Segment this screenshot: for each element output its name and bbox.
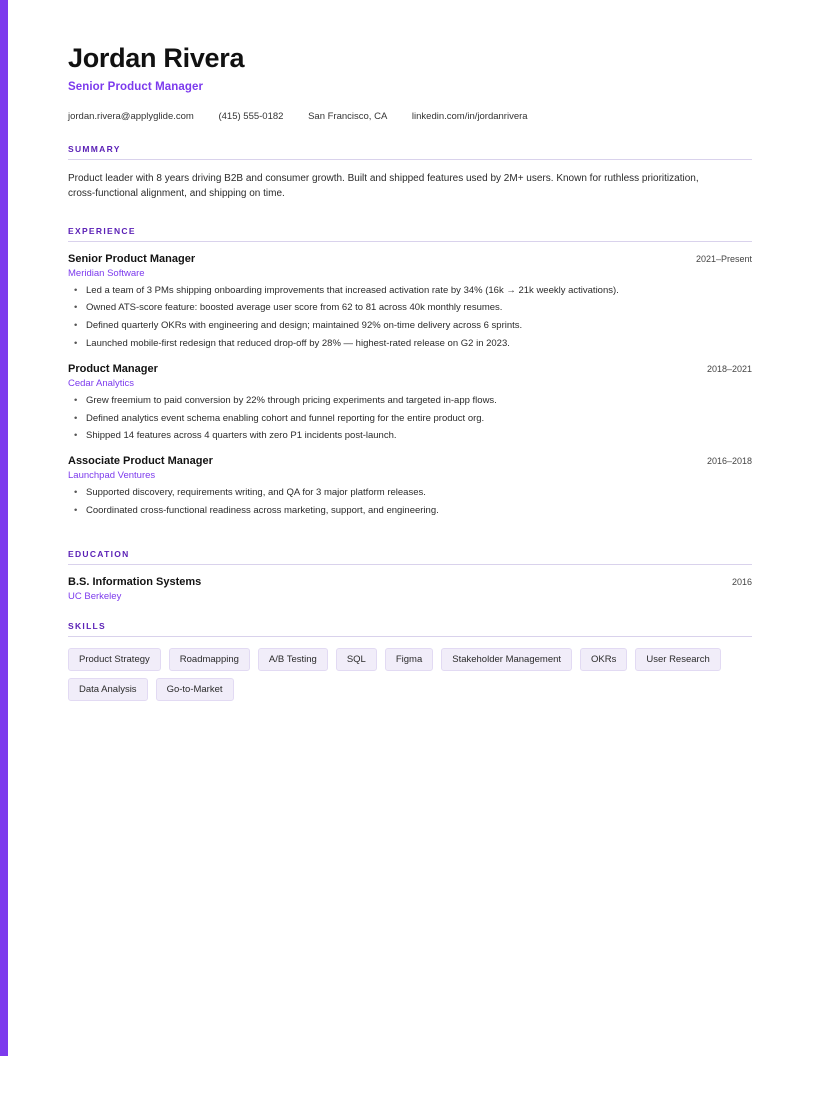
list-item: • Defined analytics event schema enabling cohort and funnel reporting for the entire product org. xyxy=(68,412,752,426)
experience-company: Cedar Analytics xyxy=(68,377,135,389)
experience-item xyxy=(68,363,752,443)
skill-chip: Stakeholder Management xyxy=(441,648,572,671)
section-heading-summary: SUMMARY xyxy=(68,144,752,160)
experience-item xyxy=(68,455,752,518)
education-year: 2016 xyxy=(731,576,752,587)
education-school: UC Berkeley xyxy=(68,590,122,602)
skill-chip: Roadmapping xyxy=(169,648,250,671)
contact-location: San Francisco, CA xyxy=(308,110,388,122)
section-heading-education: EDUCATION xyxy=(68,549,752,565)
experience-dates: 2021–Present xyxy=(695,253,752,264)
section-skills xyxy=(68,621,752,701)
contact-email[interactable]: jordan.rivera@applyglide.com xyxy=(68,110,194,122)
education-item xyxy=(68,576,752,602)
skills-list xyxy=(68,648,752,701)
skill-chip: A/B Testing xyxy=(258,648,328,671)
experience-bullets xyxy=(68,394,752,443)
experience-title: Product Manager xyxy=(68,362,158,375)
experience-title: Senior Product Manager xyxy=(68,252,196,265)
accent-bar xyxy=(0,0,8,1056)
contact-phone[interactable]: (415) 555-0182 xyxy=(218,110,284,122)
skill-chip: OKRs xyxy=(580,648,627,671)
skill-chip: SQL xyxy=(336,648,377,671)
list-item: • Launched mobile-first redesign that reduced drop-off by 28% — highest-rated release on G2 in 2023. xyxy=(68,337,752,351)
list-item: • Defined quarterly OKRs with engineering and design; maintained 92% on-time delivery across 6 sprints. xyxy=(68,319,752,333)
experience-company: Launchpad Ventures xyxy=(68,470,156,482)
contact-line xyxy=(68,111,752,122)
candidate-name: Jordan Rivera xyxy=(68,43,245,73)
education-degree: B.S. Information Systems xyxy=(68,575,202,588)
experience-dates: 2016–2018 xyxy=(706,456,752,467)
experience-title-row xyxy=(68,363,752,375)
resume-content xyxy=(68,44,752,701)
experience-bullets xyxy=(68,486,752,518)
list-item: • Supported discovery, requirements writing, and QA for 3 major platform releases. xyxy=(68,486,752,500)
skill-chip: Go-to-Market xyxy=(156,678,234,701)
experience-company: Meridian Software xyxy=(68,267,145,279)
experience-title: Associate Product Manager xyxy=(68,455,213,468)
experience-bullets xyxy=(68,284,752,351)
summary-text: Product leader with 8 years driving B2B and consumer growth. Built and shipped features used by 2M+ users. Known for ruthless prioritization, cross-functional alignment, and shipping on time. xyxy=(68,172,699,200)
section-heading-skills: SKILLS xyxy=(68,621,752,637)
skill-chip: User Research xyxy=(635,648,720,671)
section-experience xyxy=(68,226,752,518)
section-education xyxy=(68,549,752,602)
experience-title-row xyxy=(68,253,752,265)
experience-item xyxy=(68,253,752,351)
skill-chip: Data Analysis xyxy=(68,678,148,701)
list-item: • Led a team of 3 PMs shipping onboarding improvements that increased activation rate by 34% (16k → 21k weekly activations). xyxy=(68,284,752,298)
education-title-row xyxy=(68,576,752,588)
experience-dates: 2018–2021 xyxy=(706,363,752,374)
list-item: • Grew freemium to paid conversion by 22% through pricing experiments and targeted in-app flows. xyxy=(68,394,752,408)
skill-chip: Product Strategy xyxy=(68,648,161,671)
list-item: • Coordinated cross-functional readiness across marketing, support, and engineering. xyxy=(68,504,752,518)
section-summary xyxy=(68,144,752,202)
section-heading-experience: EXPERIENCE xyxy=(68,226,752,242)
list-item: • Shipped 14 features across 4 quarters with zero P1 incidents post-launch. xyxy=(68,429,752,443)
contact-linkedin[interactable]: linkedin.com/in/jordanrivera xyxy=(411,110,528,122)
experience-title-row xyxy=(68,455,752,467)
skill-chip: Figma xyxy=(385,648,433,671)
candidate-title: Senior Product Manager xyxy=(68,80,204,93)
list-item: • Owned ATS-score feature: boosted average user score from 62 to 81 across 40k monthly resumes. xyxy=(68,301,752,315)
